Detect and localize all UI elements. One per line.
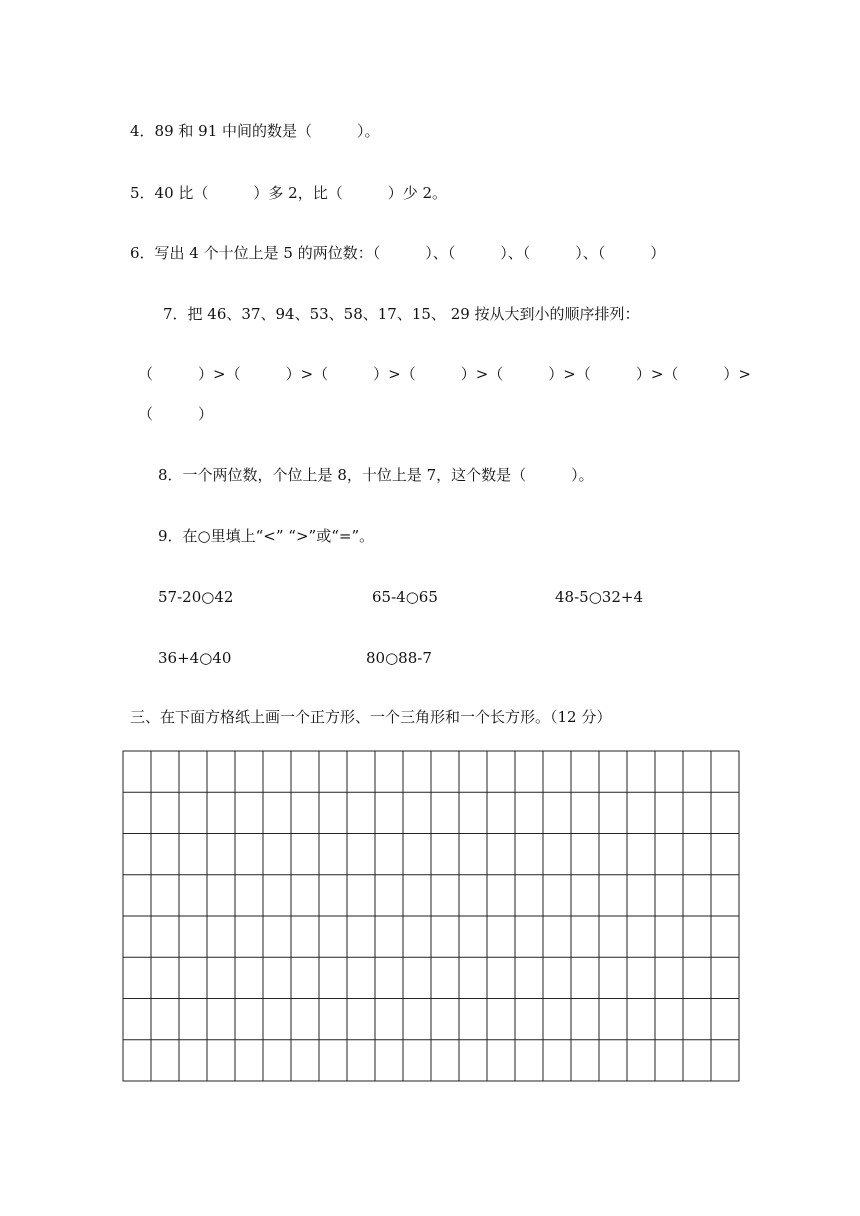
question-7: 7．把 46、37、94、53、58、17、15、 29 按从大到小的顺序排列： [163, 305, 640, 323]
question-7-order-blanks: （ ）>（ ）>（ ）>（ ）>（ ）>（ ）>（ ）> [138, 365, 751, 383]
comparison-5: 80○88-7 [366, 649, 432, 667]
comparison-3: 48-5○32+4 [555, 588, 643, 606]
grid-paper [122, 750, 740, 1082]
question-7-last-blank: （ ） [138, 405, 214, 423]
section-3-title: 三、在下面方格纸上画一个正方形、一个三角形和一个长方形。（12 分） [130, 708, 612, 726]
comparison-2: 65-4○65 [372, 588, 438, 606]
question-9: 9．在○里填上“<” “>”或“=”。 [158, 527, 375, 545]
question-4: 4．89 和 91 中间的数是（ ）。 [130, 122, 380, 140]
question-5: 5．40 比（ ）多 2，比（ ）少 2。 [130, 184, 448, 202]
question-6: 6．写出 4 个十位上是 5 的两位数：（ ）、（ ）、（ ）、（ ） [130, 244, 666, 262]
comparison-1: 57-20○42 [158, 588, 234, 606]
comparison-4: 36+4○40 [158, 649, 232, 667]
question-8: 8．一个两位数，个位上是 8，十位上是 7，这个数是（ ）。 [158, 466, 594, 484]
